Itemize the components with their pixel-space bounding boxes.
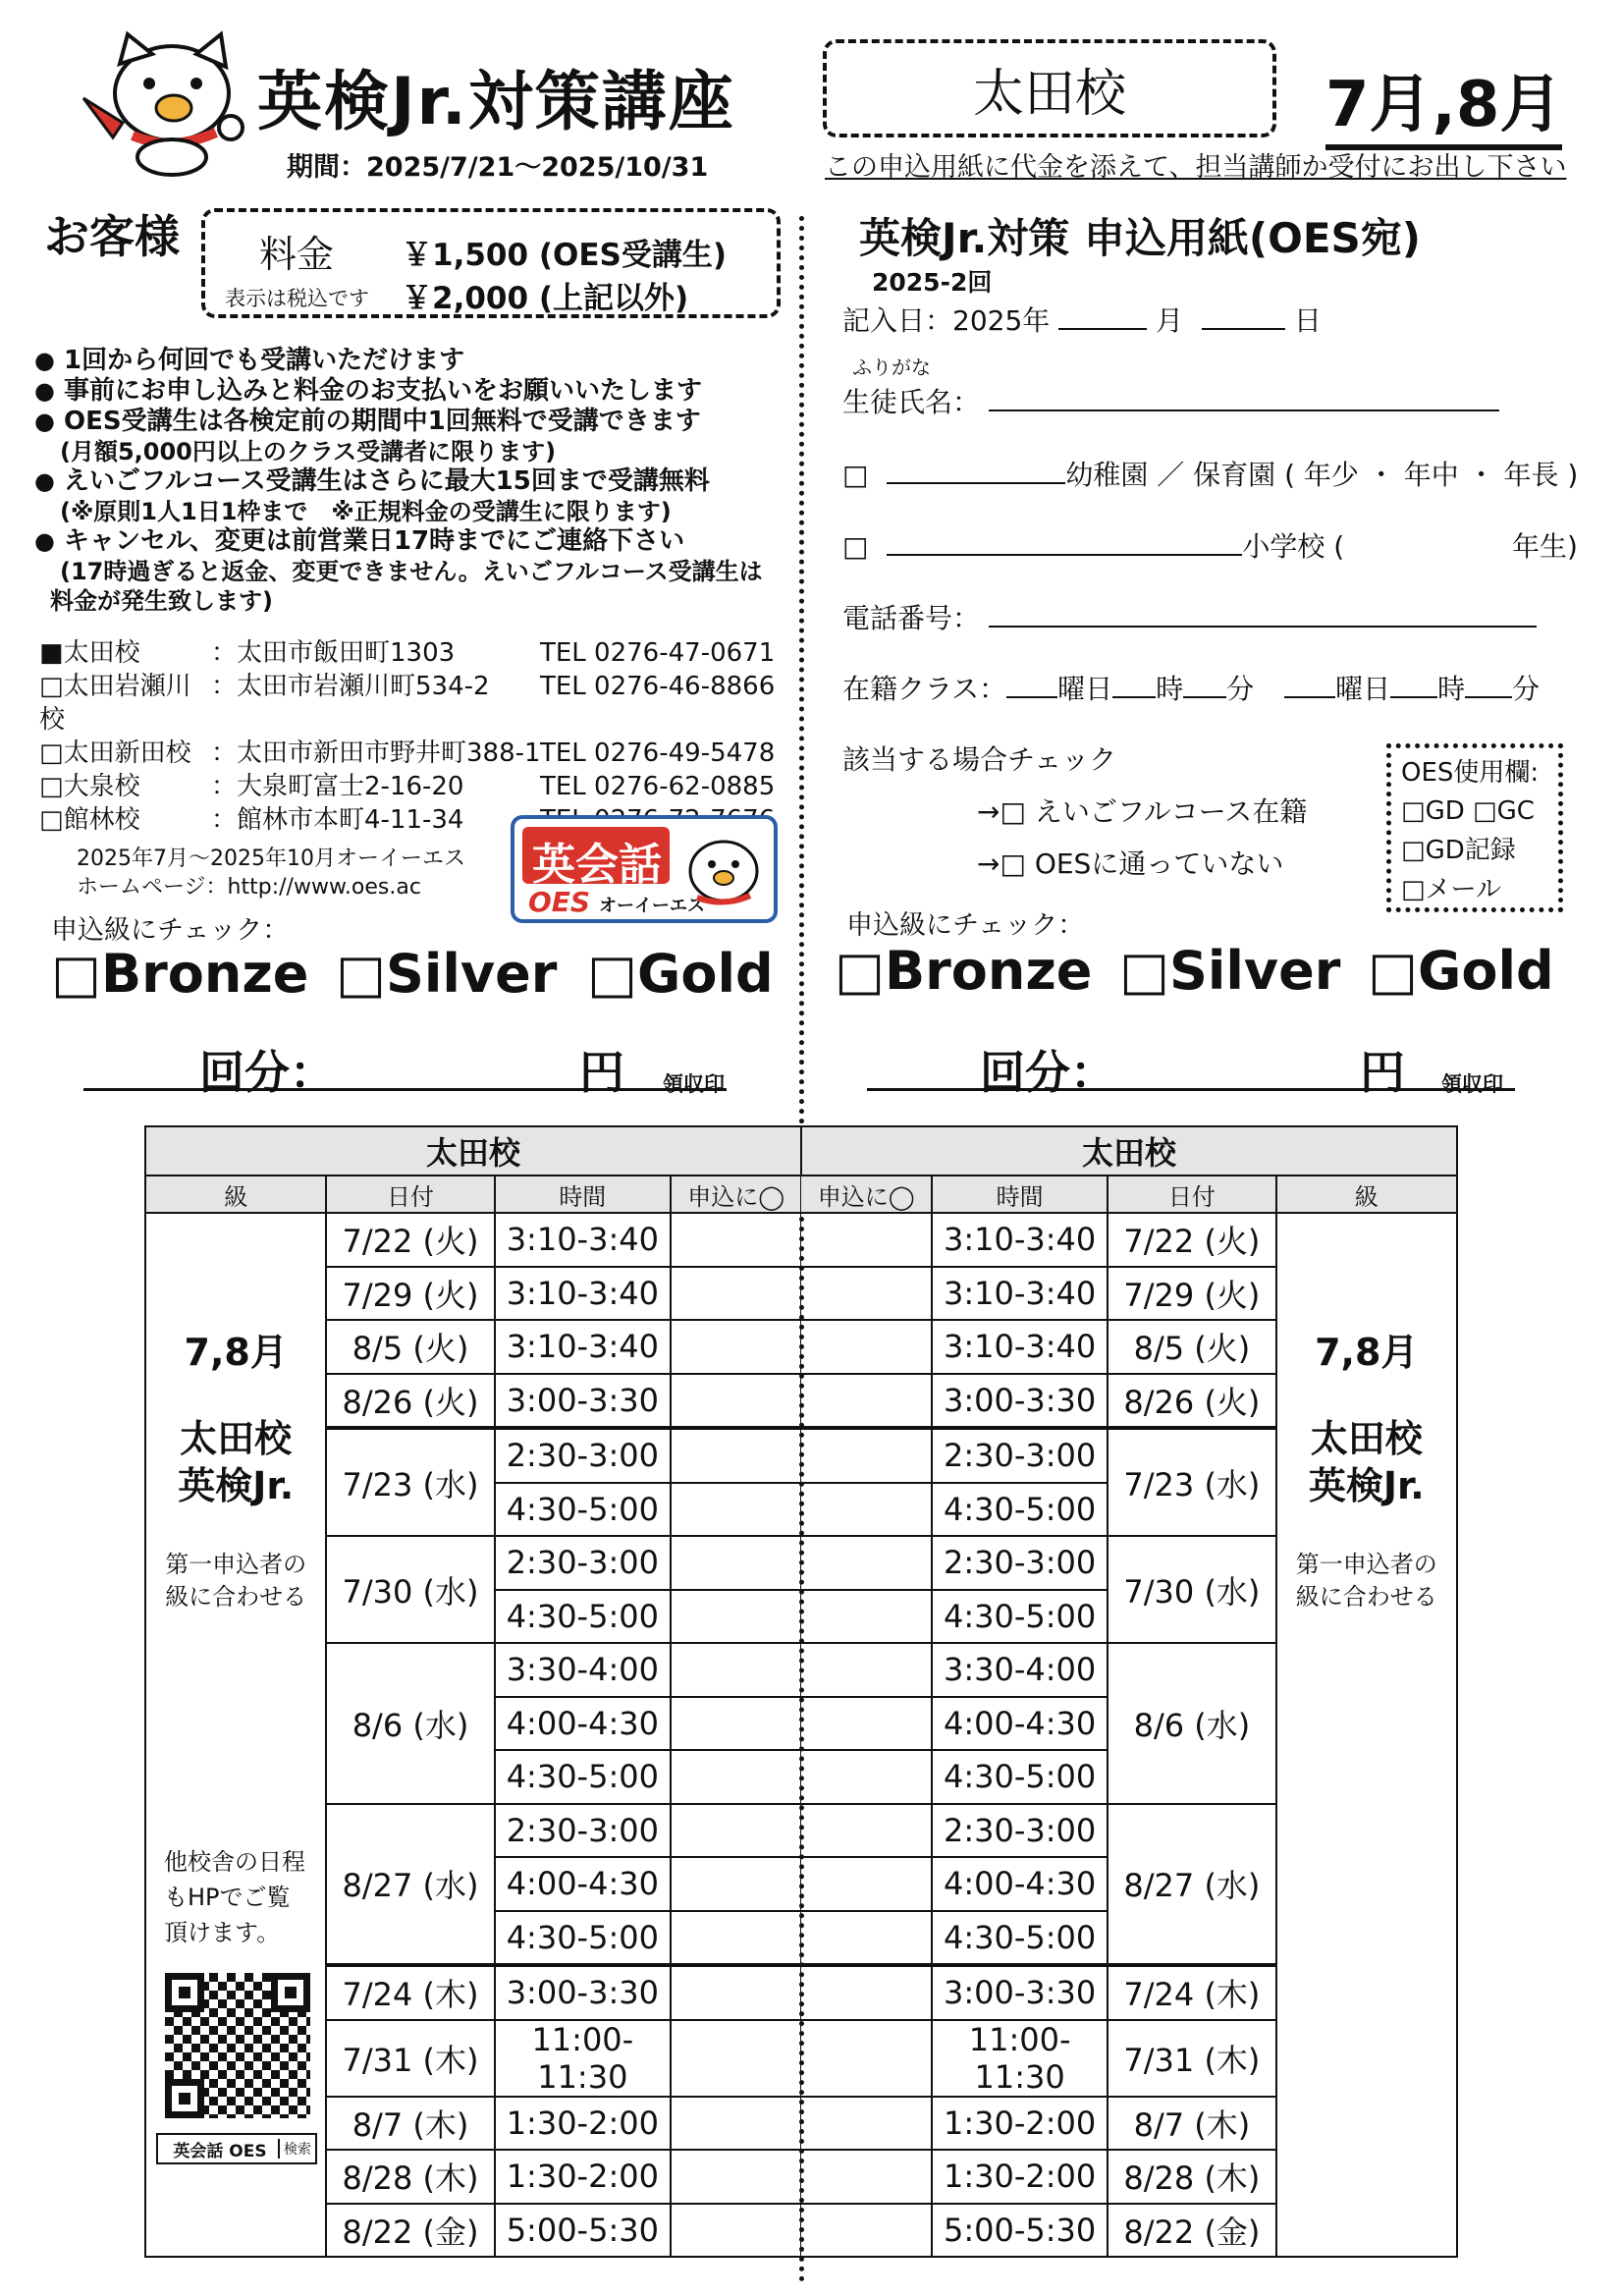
date-cell: 7/23 (水)	[326, 1428, 494, 1536]
class-min2-field[interactable]	[1465, 671, 1512, 698]
time-cell: 2:30-3:00	[495, 1428, 671, 1483]
side-month: 7,8月	[1315, 1331, 1419, 1374]
form-yen-label: 円	[1360, 1046, 1405, 1099]
school-row: ■太田校 ：太田市飯田町1303 TEL 0276-47-0671	[39, 638, 776, 668]
mascot-logo	[79, 29, 245, 177]
apply-cell[interactable]	[671, 1320, 801, 1374]
apply-cell[interactable]	[801, 1320, 932, 1374]
apply-cell[interactable]	[671, 1857, 801, 1911]
time-cell: 11:00-11:30	[495, 2020, 671, 2097]
day-field[interactable]	[1202, 302, 1285, 330]
class-hour1-field[interactable]	[1112, 671, 1156, 698]
apply-cell[interactable]	[671, 1911, 801, 1966]
apply-cell[interactable]	[671, 1213, 801, 1267]
time-cell: 4:30-5:00	[932, 1483, 1108, 1537]
col-date: 日付	[326, 1175, 494, 1213]
logo-mascot-icon	[679, 827, 768, 915]
time-cell: 4:30-5:00	[495, 1483, 671, 1537]
col-grade: 級	[1276, 1175, 1457, 1213]
form-grade-silver-checkbox[interactable]: □Silver	[1119, 940, 1341, 1002]
elem-name-field[interactable]	[887, 528, 1242, 556]
apply-cell[interactable]	[801, 2204, 932, 2258]
qr-code-icon[interactable]	[162, 1970, 313, 2121]
oes-logo	[511, 815, 778, 923]
apply-cell[interactable]	[801, 1697, 932, 1751]
apply-cell[interactable]	[801, 1213, 932, 1267]
notice-subnote: (17時過ぎると返金、変更できません。えいごフルコース受講生は	[60, 558, 763, 585]
date-cell: 8/6 (水)	[326, 1643, 494, 1804]
apply-cell[interactable]	[671, 2150, 801, 2204]
time-cell: 4:00-4:30	[495, 1857, 671, 1911]
time-cell: 1:30-2:00	[495, 2097, 671, 2151]
apply-cell[interactable]	[671, 1590, 801, 1644]
table-row	[145, 1374, 1457, 1429]
apply-cell[interactable]	[801, 1750, 932, 1804]
form-fee-line	[867, 1046, 1515, 1099]
time-cell: 3:10-3:40	[495, 1320, 671, 1374]
time-cell: 2:30-3:00	[932, 1428, 1108, 1483]
fullcourse-checkbox[interactable]: →□ えいごフルコース在籍	[977, 795, 1308, 828]
notice-item: ● キャンセル、変更は前営業日17時までにご連絡下さい	[34, 526, 685, 556]
count-label: 回分：	[199, 1046, 335, 1099]
applicable-label: 該当する場合チェック	[842, 743, 1117, 776]
school-name-box	[823, 39, 1276, 137]
search-button[interactable]: 検索	[278, 2139, 315, 2159]
time-cell: 4:30-5:00	[495, 1750, 671, 1804]
phone-field[interactable]	[989, 600, 1537, 628]
school-name: 太田校	[972, 64, 1126, 124]
apply-cell[interactable]	[801, 1590, 932, 1644]
table-row	[145, 1965, 1457, 2020]
date-cell: 8/7 (木)	[326, 2097, 494, 2151]
time-cell: 5:00-5:30	[495, 2204, 671, 2258]
tax-note: 表示は税込です	[225, 287, 369, 310]
oes-use-line[interactable]: □GD記録	[1401, 836, 1516, 865]
time-cell: 2:30-3:00	[932, 1804, 1108, 1858]
apply-cell[interactable]	[671, 2204, 801, 2258]
date-cell: 8/28 (木)	[326, 2150, 494, 2204]
time-cell: 4:00-4:30	[495, 1697, 671, 1751]
apply-cell[interactable]	[671, 1804, 801, 1858]
form-round: 2025-2回	[872, 268, 993, 297]
not-oes-checkbox[interactable]: →□ OESに通っていない	[977, 847, 1284, 880]
class-day2-field[interactable]	[1284, 671, 1335, 698]
oes-use-title: OES使用欄:	[1401, 758, 1540, 788]
time-cell: 4:00-4:30	[932, 1857, 1108, 1911]
date-cell: 7/31 (木)	[326, 2020, 494, 2097]
date-cell: 8/5 (火)	[1108, 1320, 1275, 1374]
grade-cell-left	[145, 1213, 326, 2257]
apply-cell[interactable]	[671, 1536, 801, 1590]
form-check-grade-label: 申込級にチェック：	[846, 910, 1085, 941]
table-school-left: 太田校	[145, 1126, 801, 1175]
table-row	[145, 1536, 1457, 1590]
price-other: ￥2,000 (上記以外)	[402, 281, 689, 316]
date-cell: 8/22 (金)	[326, 2204, 494, 2258]
table-row	[145, 1643, 1457, 1697]
receipt-label: 領収印	[663, 1072, 725, 1096]
date-cell: 7/30 (水)	[326, 1536, 494, 1643]
time-cell: 4:30-5:00	[932, 1590, 1108, 1644]
logo-kana: オーイーエス	[599, 896, 705, 916]
notice-item: ● 1回から何回でも受講いただけます	[34, 346, 465, 375]
phone-row: 電話番号：	[842, 597, 1537, 636]
time-cell: 1:30-2:00	[932, 2097, 1108, 2151]
customer-heading: お客様	[44, 210, 180, 263]
kinder-row: □ 幼稚園 ／ 保育園 ( 年少 ・ 年中 ・ 年長 )	[842, 459, 1579, 491]
school-row: □太田岩瀬川校 ：太田市岩瀬川町534-2 TEL 0276-46-8866	[39, 672, 776, 735]
apply-cell[interactable]	[671, 1643, 801, 1697]
price-box	[201, 208, 781, 318]
fee-line	[83, 1046, 727, 1099]
date-cell: 7/22 (火)	[326, 1213, 494, 1267]
time-cell: 4:30-5:00	[495, 1911, 671, 1966]
time-cell: 2:30-3:00	[495, 1804, 671, 1858]
elem-checkbox[interactable]: □	[842, 530, 869, 563]
time-cell: 2:30-3:00	[932, 1536, 1108, 1590]
form-grade-bronze-checkbox[interactable]: □Bronze	[835, 940, 1093, 1002]
school-row: □館林校 ：館林市本町4-11-34	[39, 805, 464, 835]
grade-silver-checkbox[interactable]: □Silver	[336, 943, 558, 1005]
notice-subnote: (月額5,000円以上のクラス受講者に限ります)	[60, 438, 557, 465]
page-title: 英検Jr.対策講座	[257, 64, 735, 139]
date-row: 記入日：2025年 月 日	[842, 304, 1322, 337]
notice-item: ● えいごフルコース受講生はさらに最大15回まで受講無料	[34, 466, 710, 496]
side-note: 第一申込者の	[165, 1551, 307, 1578]
date-cell: 8/26 (火)	[1108, 1374, 1275, 1429]
name-row: 生徒氏名：	[842, 381, 1499, 420]
time-cell: 3:30-4:00	[932, 1643, 1108, 1697]
time-cell: 3:10-3:40	[932, 1267, 1108, 1321]
homepage-text: ホームページ：http://www.oes.ac	[77, 875, 421, 900]
date-cell: 8/28 (木)	[1108, 2150, 1275, 2204]
price-oes: ￥1,500 (OES受講生)	[402, 238, 728, 273]
side-note: 級に合わせる	[165, 1583, 307, 1611]
side-school: 太田校	[1310, 1417, 1423, 1460]
time-cell: 11:00-11:30	[932, 2020, 1108, 2097]
yen-label: 円	[579, 1046, 624, 1099]
apply-cell[interactable]	[801, 1857, 932, 1911]
col-date: 日付	[1108, 1175, 1275, 1213]
time-cell: 3:10-3:40	[932, 1213, 1108, 1267]
time-cell: 3:10-3:40	[932, 1320, 1108, 1374]
apply-cell[interactable]	[801, 1965, 932, 2020]
table-row	[145, 1213, 1457, 1267]
form-title: 英検Jr.対策 申込用紙(OES宛)	[859, 214, 1421, 262]
apply-cell[interactable]	[801, 1643, 932, 1697]
apply-cell[interactable]	[801, 1374, 932, 1429]
notice-item: ● 事前にお申し込みと料金のお支払いをお願いいたします	[34, 376, 703, 406]
side-note: 第一申込者の	[1295, 1551, 1437, 1578]
side-course: 英検Jr.	[1308, 1464, 1425, 1507]
instruction-text: この申込用紙に代金を添えて、担当講師か受付にお出し下さい	[825, 152, 1567, 183]
school-row: □太田新田校 ：太田市新田市野井町388-1 TEL 0276-49-5478	[39, 738, 776, 768]
apply-cell[interactable]	[801, 1483, 932, 1537]
period-note: 2025年7月〜2025年10月オーイーエス	[77, 847, 465, 871]
apply-cell[interactable]	[801, 1536, 932, 1590]
other-schools-note: 他校舎の日程	[164, 1848, 305, 1876]
time-cell: 3:10-3:40	[495, 1267, 671, 1321]
date-cell: 8/7 (木)	[1108, 2097, 1275, 2151]
logo-main: 英会話	[532, 840, 662, 890]
date-cell: 8/27 (水)	[326, 1804, 494, 1966]
table-row	[145, 2020, 1457, 2097]
form-grade-gold-checkbox[interactable]: □Gold	[1368, 940, 1554, 1002]
notice-list	[34, 346, 800, 616]
table-row	[145, 1320, 1457, 1374]
date-cell: 8/26 (火)	[326, 1374, 494, 1429]
form-receipt-label: 領収印	[1441, 1072, 1503, 1096]
table-school-right: 太田校	[801, 1126, 1457, 1175]
notice-subnote: 料金が発生致します)	[50, 587, 273, 615]
date-cell: 8/5 (火)	[326, 1320, 494, 1374]
time-cell: 4:00-4:30	[932, 1697, 1108, 1751]
table-row	[145, 2150, 1457, 2204]
apply-cell[interactable]	[801, 1267, 932, 1321]
apply-cell[interactable]	[801, 1428, 932, 1483]
apply-cell[interactable]	[671, 1750, 801, 1804]
table-row	[145, 2097, 1457, 2151]
date-cell: 7/23 (水)	[1108, 1428, 1275, 1536]
apply-cell[interactable]	[671, 1697, 801, 1751]
apply-cell[interactable]	[671, 1374, 801, 1429]
other-schools-note: 頂けます。	[164, 1919, 281, 1946]
side-note: 級に合わせる	[1295, 1583, 1437, 1611]
side-course: 英検Jr.	[178, 1464, 295, 1507]
date-cell: 8/22 (金)	[1108, 2204, 1275, 2258]
col-grade: 級	[145, 1175, 326, 1213]
time-cell: 4:30-5:00	[932, 1750, 1108, 1804]
col-time: 時間	[495, 1175, 671, 1213]
apply-cell[interactable]	[801, 2097, 932, 2151]
grade-cell-right	[1276, 1213, 1457, 2257]
time-cell: 3:00-3:30	[495, 1374, 671, 1429]
col-time: 時間	[932, 1175, 1108, 1213]
date-cell: 7/29 (火)	[1108, 1267, 1275, 1321]
apply-cell[interactable]	[801, 2150, 932, 2204]
period-text: 期間：2025/7/21〜2025/10/31	[287, 152, 709, 183]
time-cell: 3:10-3:40	[495, 1213, 671, 1267]
date-cell: 7/24 (木)	[1108, 1965, 1275, 2020]
notice-item: ● OES受講生は各検定前の期間中1回無料で受講できます	[34, 407, 701, 436]
elem-row: □ 小学校 ( 年生)	[842, 530, 1578, 563]
date-cell: 7/24 (木)	[326, 1965, 494, 2020]
time-cell: 2:30-3:00	[495, 1536, 671, 1590]
apply-cell[interactable]	[801, 1804, 932, 1858]
kinder-checkbox[interactable]: □	[842, 459, 869, 491]
class-day1-field[interactable]	[1006, 671, 1057, 698]
check-grade-label: 申込級にチェック：	[51, 915, 290, 946]
school-row: □大泉校 ：大泉町富士2-16-20 TEL 0276-62-0885	[39, 772, 776, 801]
col-apply: 申込に◯	[801, 1175, 932, 1213]
class-min1-field[interactable]	[1183, 671, 1226, 698]
oes-use-box	[1386, 743, 1563, 912]
date-cell: 8/27 (水)	[1108, 1804, 1275, 1966]
col-apply: 申込に◯	[671, 1175, 801, 1213]
apply-cell[interactable]	[801, 1911, 932, 1966]
kinder-name-field[interactable]	[887, 457, 1065, 484]
date-cell: 7/30 (水)	[1108, 1536, 1275, 1643]
apply-cell[interactable]	[671, 1965, 801, 2020]
table-row	[145, 2204, 1457, 2258]
time-cell: 1:30-2:00	[495, 2150, 671, 2204]
date-cell: 7/31 (木)	[1108, 2020, 1275, 2097]
apply-cell[interactable]	[671, 2097, 801, 2151]
schedule-table	[144, 1125, 1458, 2258]
time-cell: 3:30-4:00	[495, 1643, 671, 1697]
search-bar[interactable]	[156, 2133, 317, 2164]
month-field[interactable]	[1058, 302, 1147, 330]
time-cell: 3:00-3:30	[932, 1965, 1108, 2020]
time-cell: 5:00-5:30	[932, 2204, 1108, 2258]
table-row	[145, 1428, 1457, 1483]
logo-sub: OES	[528, 886, 591, 918]
apply-cell[interactable]	[671, 1483, 801, 1537]
form-count-label: 回分：	[980, 1046, 1115, 1099]
oes-use-line[interactable]: □メール	[1401, 875, 1502, 904]
search-text: 英会話 OES	[173, 2141, 267, 2161]
time-cell: 3:00-3:30	[495, 1965, 671, 2020]
side-school: 太田校	[180, 1417, 293, 1460]
notice-subnote: (※原則1人1日1枠まで ※正規料金の受講生に限ります)	[60, 498, 672, 525]
grade-bronze-checkbox[interactable]: □Bronze	[51, 943, 309, 1005]
apply-cell[interactable]	[671, 1267, 801, 1321]
apply-cell[interactable]	[801, 2020, 932, 2097]
time-cell: 4:30-5:00	[932, 1911, 1108, 1966]
fee-label: 料金	[259, 233, 335, 276]
time-cell: 4:30-5:00	[495, 1590, 671, 1644]
apply-cell[interactable]	[671, 1428, 801, 1483]
table-row	[145, 1804, 1457, 1858]
student-name-field[interactable]	[989, 384, 1499, 411]
time-cell: 3:00-3:30	[932, 1374, 1108, 1429]
class-hour2-field[interactable]	[1390, 671, 1437, 698]
months-label: 7月,8月	[1325, 54, 1562, 150]
table-row	[145, 1267, 1457, 1321]
school-list	[39, 636, 785, 837]
other-schools-note: もHPでご覧	[164, 1884, 291, 1911]
class-row: 在籍クラス： 曜日 時 分 曜日 時 分	[842, 673, 1541, 705]
furigana-label: ふりがな	[852, 355, 931, 379]
grade-gold-checkbox[interactable]: □Gold	[587, 943, 774, 1005]
oes-use-line[interactable]: □GD □GC	[1401, 796, 1535, 826]
time-cell: 1:30-2:00	[932, 2150, 1108, 2204]
side-month: 7,8月	[184, 1331, 288, 1374]
date-cell: 7/22 (火)	[1108, 1213, 1275, 1267]
date-cell: 7/29 (火)	[326, 1267, 494, 1321]
date-cell: 8/6 (水)	[1108, 1643, 1275, 1804]
apply-cell[interactable]	[671, 2020, 801, 2097]
